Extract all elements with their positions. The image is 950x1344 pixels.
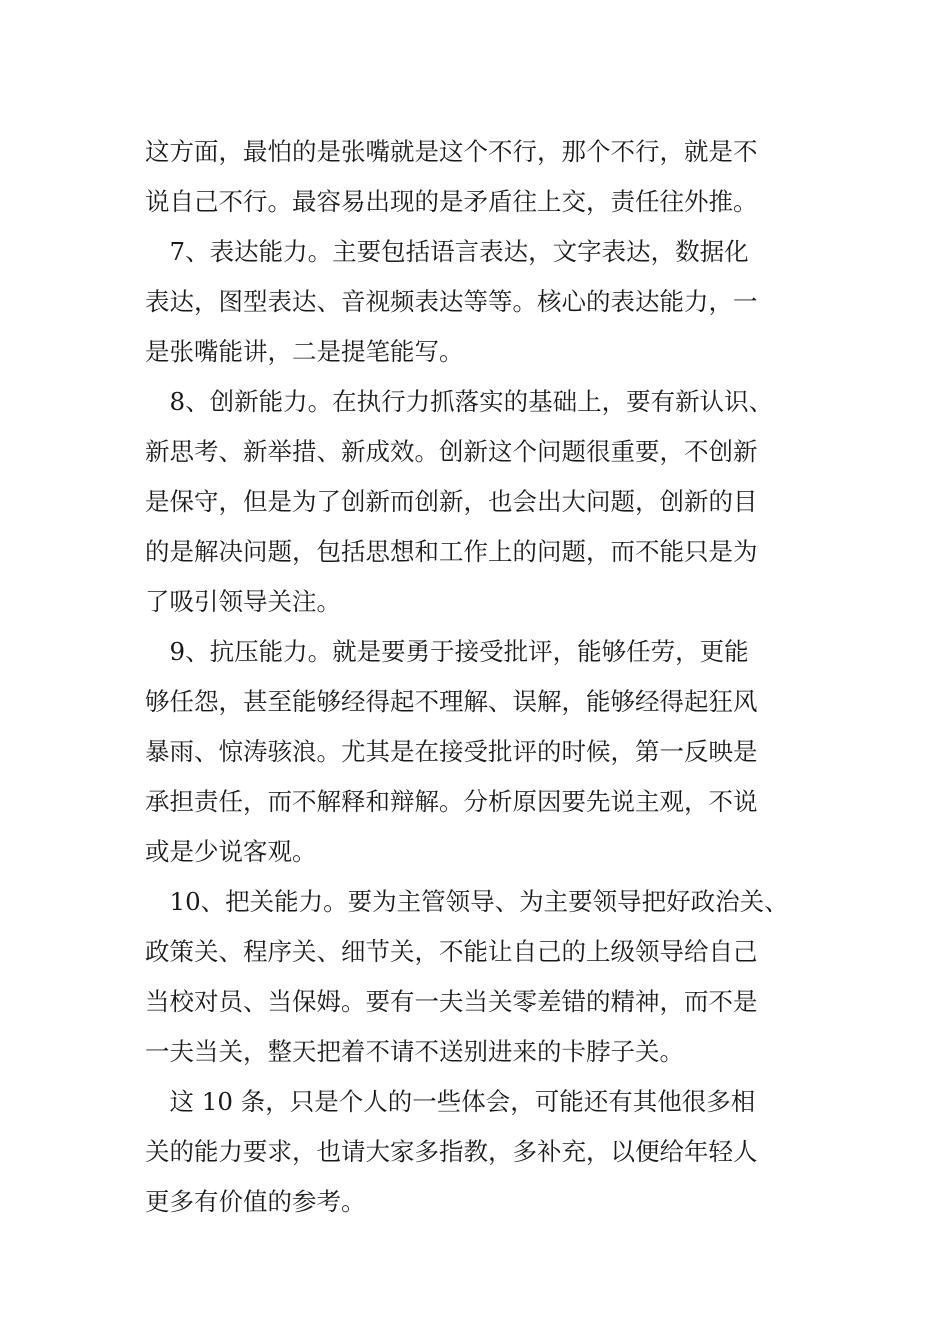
text-line: 政策关、程序关、细节关，不能让自己的上级领导给自己 [145, 937, 758, 966]
text-line: 够任怨，甚至能够经得起不理解、误解，能够经得起狂风 [145, 687, 758, 716]
text-line: 的是解决问题，包括思想和工作上的问题，而不能只是为 [145, 537, 758, 566]
text-line: 当校对员、当保姆。要有一夫当关零差错的精神，而不是 [145, 987, 758, 1016]
text-line: 是张嘴能讲，二是提笔能写。 [145, 337, 464, 366]
text-line: 或是少说客观。 [145, 837, 317, 866]
text-line: 关的能力要求，也请大家多指教，多补充，以便给年轻人 [145, 1137, 758, 1166]
body-text [145, 127, 815, 1227]
text-line: 表达，图型表达、音视频表达等等。核心的表达能力，一 [145, 287, 758, 316]
text-line: 承担责任，而不解释和辩解。分析原因要先说主观，不说 [145, 787, 758, 816]
text-line: 这方面，最怕的是张嘴就是这个不行，那个不行，就是不 [145, 137, 758, 166]
text-line: 8、创新能力。在执行力抓落实的基础上，要有新认识、 [145, 387, 774, 416]
text-line: 9、抗压能力。就是要勇于接受批评，能够任劳，更能 [145, 637, 749, 666]
text-line: 更多有价值的参考。 [145, 1187, 366, 1216]
text-line: 是保守，但是为了创新而创新，也会出大问题，创新的目 [145, 487, 758, 516]
text-line: 这 10 条，只是个人的一些体会，可能还有其他很多相 [145, 1087, 756, 1116]
text-line: 暴雨、惊涛骇浪。尤其是在接受批评的时候，第一反映是 [145, 737, 758, 766]
text-line: 说自己不行。最容易出现的是矛盾往上交，责任往外推。 [145, 187, 758, 216]
text-line: 一夫当关，整天把着不请不送别进来的卡脖子关。 [145, 1037, 684, 1066]
text-line: 了吸引领导关注。 [145, 587, 341, 616]
text-line: 新思考、新举措、新成效。创新这个问题很重要，不创新 [145, 437, 758, 466]
text-line: 10、把关能力。要为主管领导、为主要领导把好政治关、 [145, 887, 789, 916]
text-line: 7、表达能力。主要包括语言表达，文字表达，数据化 [145, 237, 749, 266]
